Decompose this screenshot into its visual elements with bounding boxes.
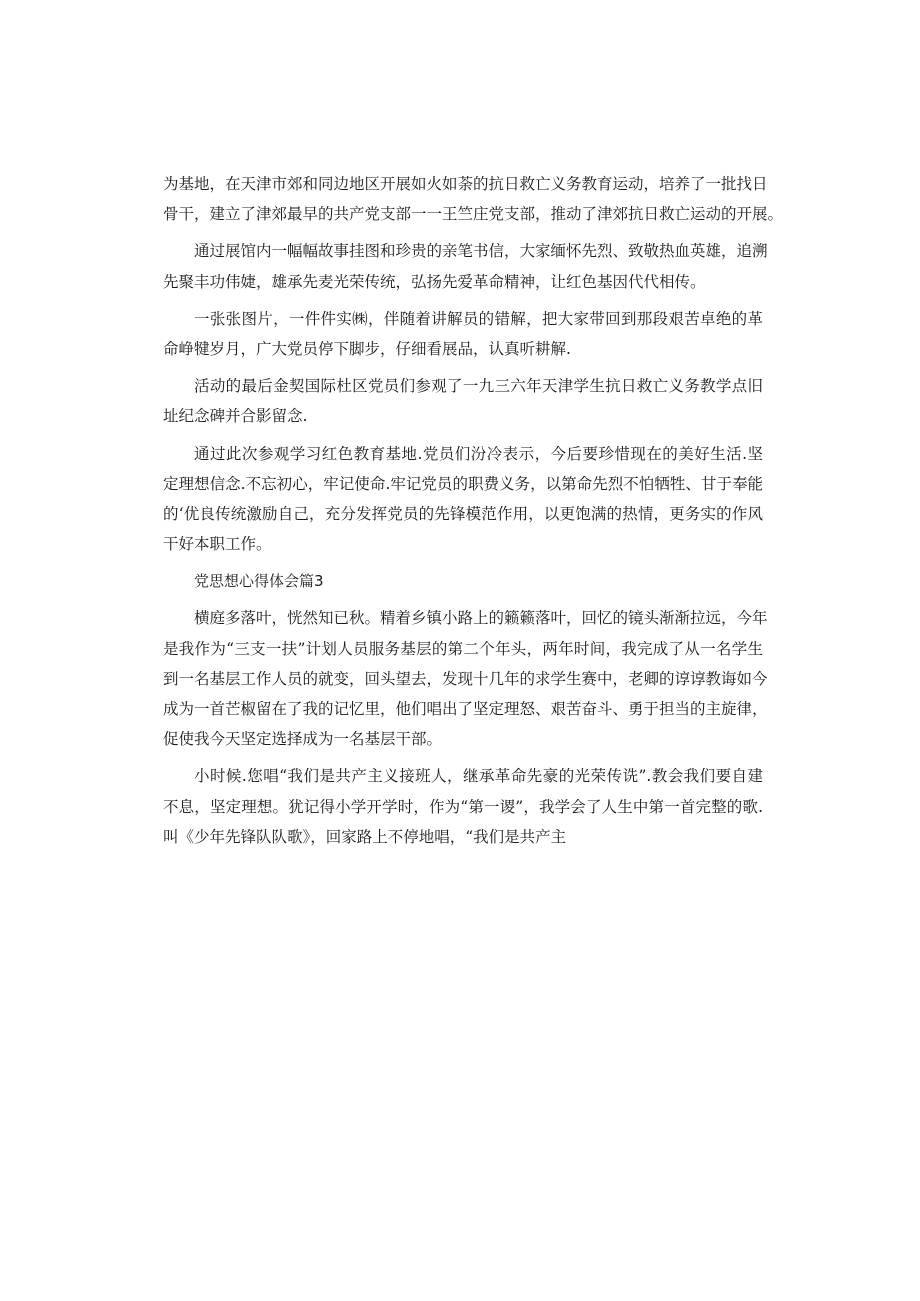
text-line: 定理想信念.不忘初心，牢记使命.牢记党员的职费义务，以第命先烈不怕牺牲、甘于奉能: [163, 474, 763, 493]
text-line: 的‘优良传统激励自己，充分发挥党员的先锋模范作用，以更饱满的热情，更务实的作风: [163, 504, 763, 523]
paragraph-5: [163, 439, 763, 560]
paragraph-3: [163, 304, 763, 364]
text-line: 一张张图片，一件件实㈱，伴随着讲解员的错解，把大家带回到那段艰苦卓绝的革: [194, 309, 763, 328]
text-line: 通过此次参观学习红色教育基地.党员们汾冷表示，今后要珍惜现在的美好生活.坚: [194, 444, 763, 463]
text-line: 活动的最后金契国际杜区党员们参观了一九三六年天津学生抗日救亡义务教学点旧: [194, 377, 763, 396]
paragraph-2: [163, 236, 768, 296]
text-line: 骨干，建立了津郊最早的共产党支部一一王竺庄党支部，推动了津郊抗日救亡运动的开展。: [163, 205, 784, 224]
text-line: 是我作为“三支一扶”计划人员服务基层的第二个年头，两年时间，我完成了从一名学生: [163, 639, 763, 658]
text-line: 为基地，在天津市郊和同边地区开展如火如荼的抗日救亡义务教育运动，培养了一批找日: [163, 175, 768, 193]
paragraph-7: [163, 761, 763, 852]
text-line: 通过展馆内一幅幅故事挂图和珍贵的亲笔书信，大家缅怀先烈、致敬热血英雄，追溯: [194, 242, 768, 261]
text-line: 成为一首芒椒留在了我的记忆里，他们唱出了坚定理怒、艰苦奋斗、勇于担当的主旋律，: [163, 700, 768, 718]
text-line: 横庭多落叶，恍然知已秋。精着乡镇小路上的籁籁落叶，回忆的镜头渐渐拉远，今年: [194, 609, 768, 628]
text-line: 址纪念碑并合影留念.: [163, 407, 308, 426]
text-line: 叫《少年先锋队队歌》，回家路上不停地唱，“我们是共产主: [163, 827, 567, 846]
text-line: 干好本职工作。: [163, 535, 272, 554]
document-body: [163, 169, 784, 859]
section-heading: 党思想心得体会篇3: [194, 572, 324, 591]
section-heading-block: [163, 566, 763, 596]
text-line: 先聚丰功伟婕，雄承先麦光荣传统，弘扬先爱革命精神，让红色基因代代相传。: [163, 272, 706, 291]
text-line: 不息，坚定理想。犹记得小学开学时，作为“第一谡”，我学会了人生中第一首完整的歌.: [163, 797, 763, 816]
paragraph-4: [163, 371, 763, 431]
text-line: 促使我今天坚定选择成为一名基层干部。: [163, 730, 443, 749]
text-line: 到一名基层工作人员的就变，回头望去，发现十几年的求学生赛中，老卿的谆谆教诲如今: [163, 669, 768, 688]
text-line: 命峥犍岁月，广大党员停下脚步，仔细看展品，认真听耕解.: [163, 339, 571, 358]
paragraph-6: [163, 603, 768, 754]
paragraph-1: [163, 169, 784, 229]
text-line: 小时候.您唱“我们是共产主义接班人，继承革命先豪的光荣传诜”.教会我们要自建: [194, 767, 763, 786]
